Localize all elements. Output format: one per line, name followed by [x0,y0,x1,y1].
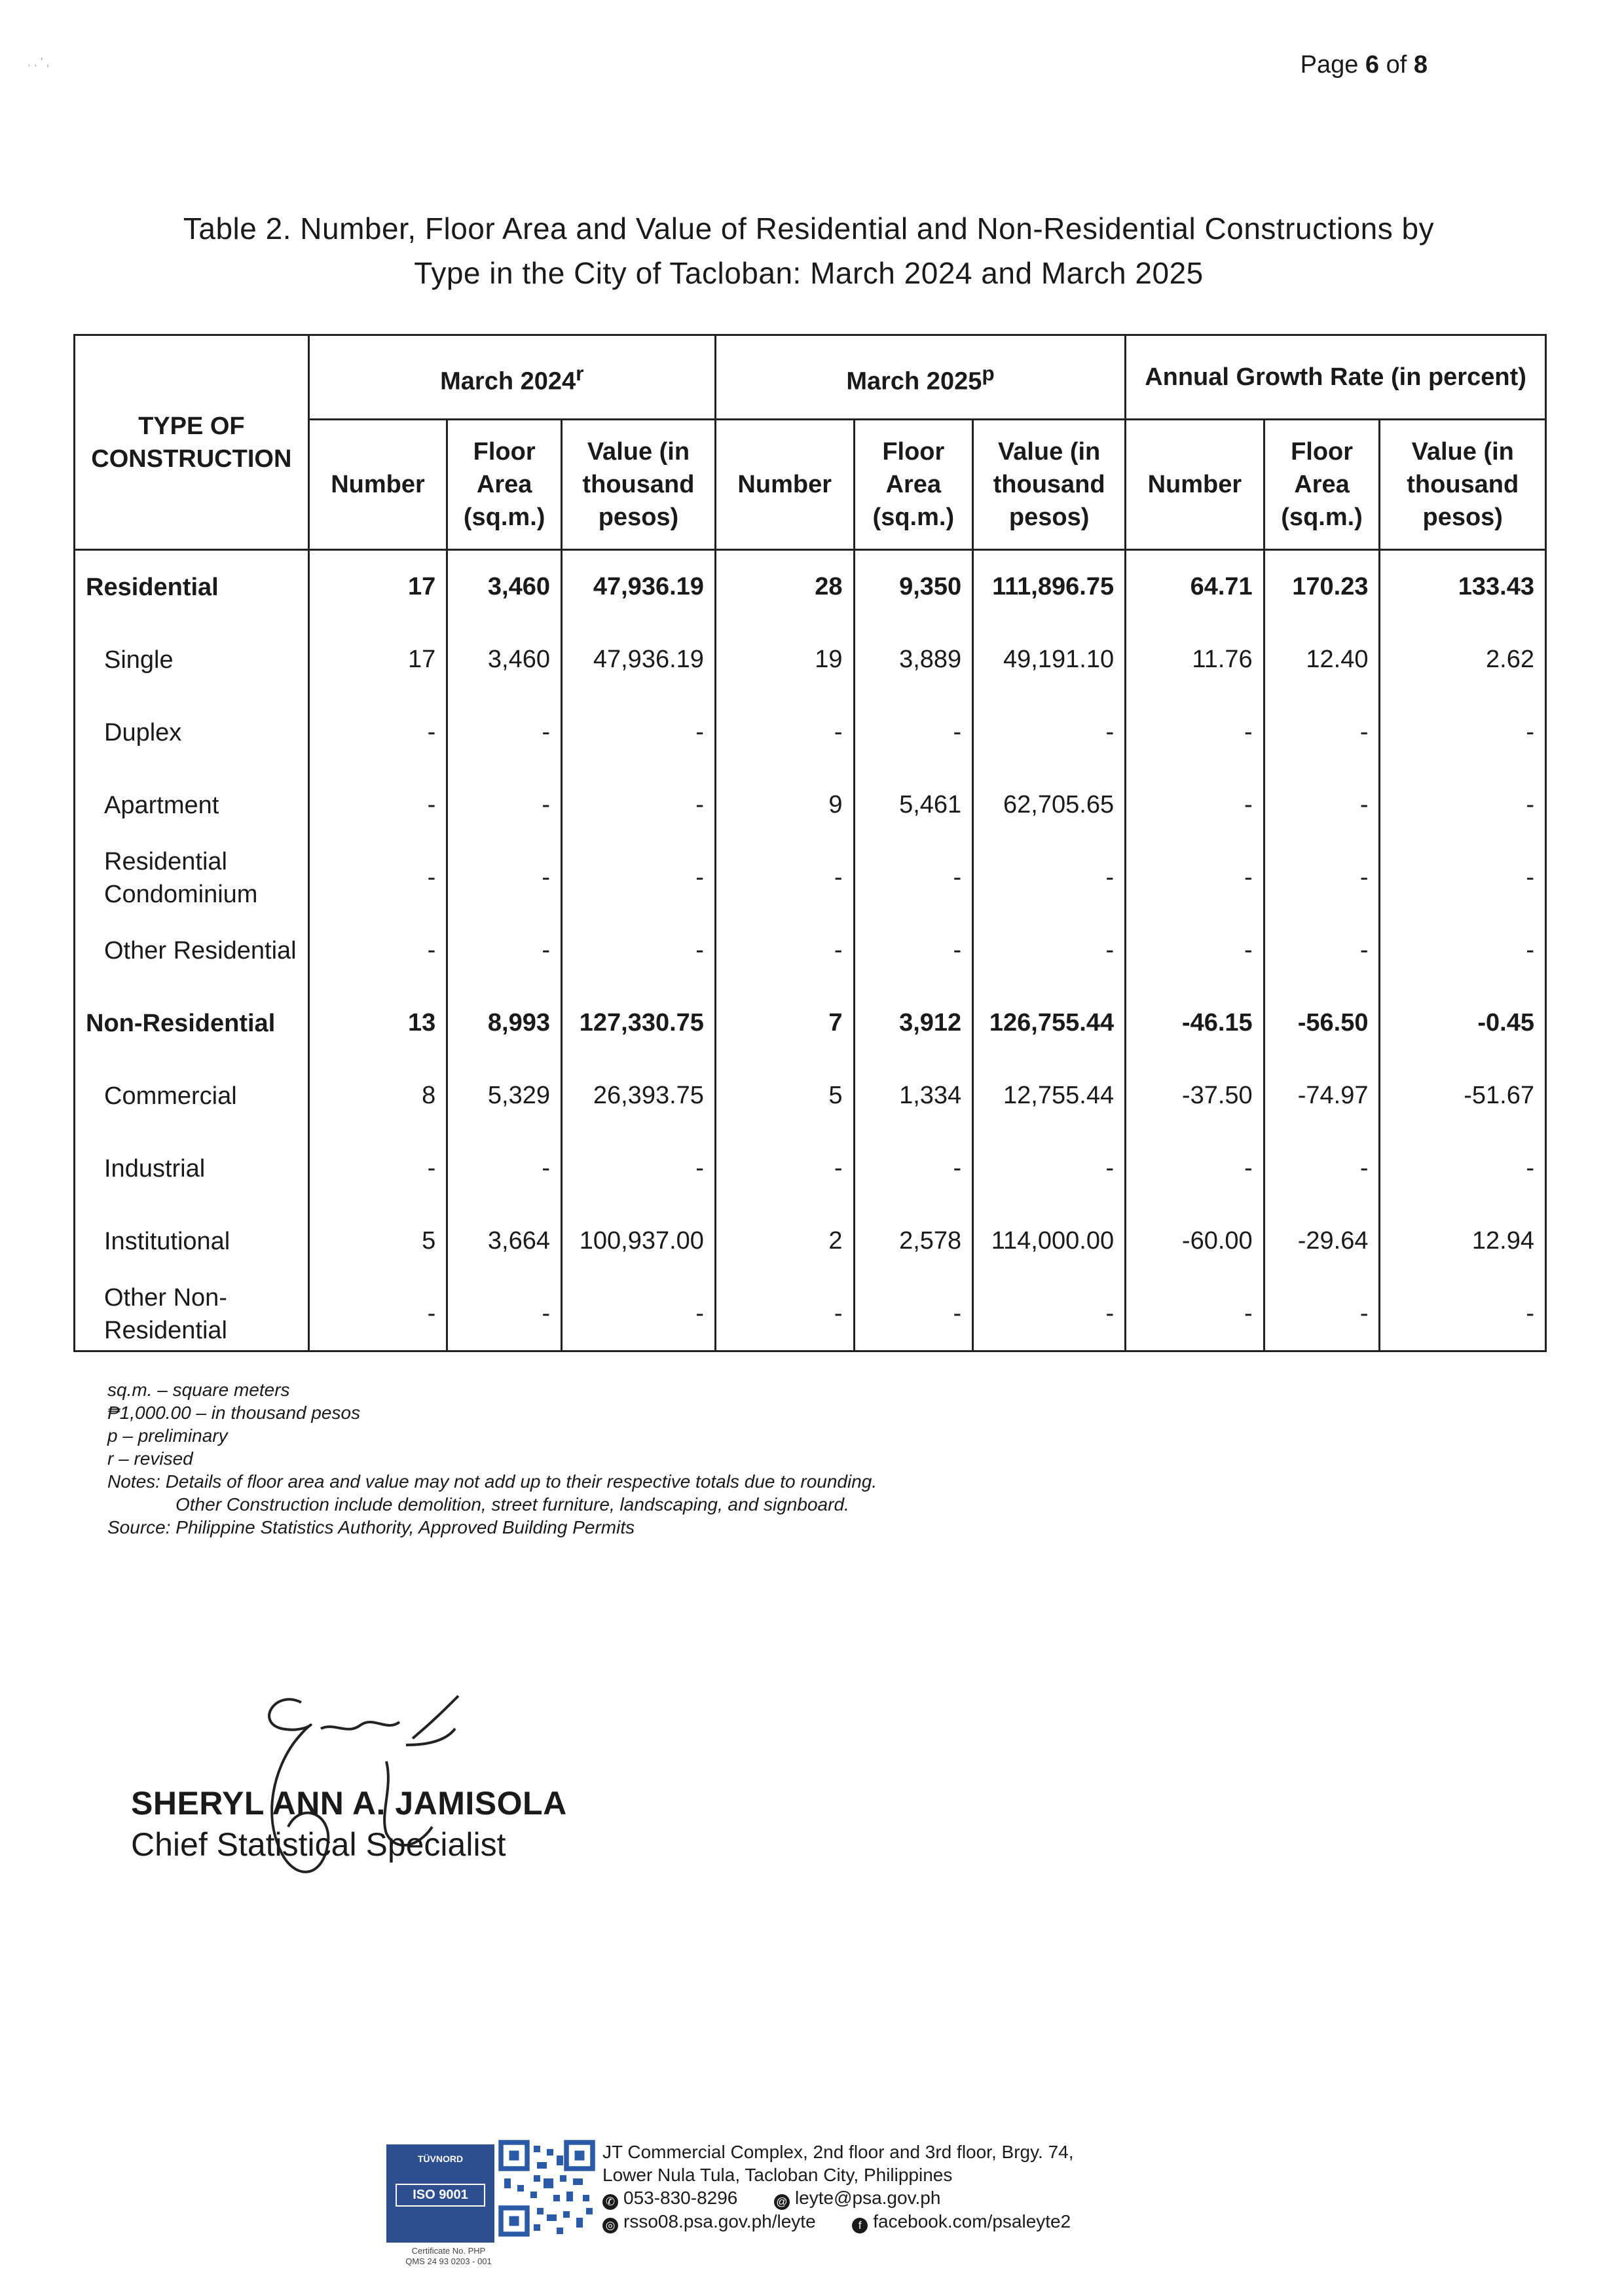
table-row [75,1277,1546,1351]
table-cell: - [562,914,716,987]
note-revised: r – revised [107,1448,193,1469]
table-cell: - [447,696,562,769]
footer [386,2131,1238,2275]
website-link[interactable]: rsso08.psa.gov.ph/leyte [623,2211,816,2231]
signatory-position: Chief Statistical Specialist [131,1826,506,1863]
table-cell: - [562,1132,716,1205]
table-cell: - [447,769,562,841]
cert-line2: QMS 24 93 0203 - 001 [405,2256,492,2266]
row-label: Commercial [75,1059,309,1132]
table-cell: - [1264,914,1380,987]
table-cell: 170.23 [1264,550,1380,624]
table-row [75,914,1546,987]
row-label: Single [75,623,309,696]
table-cell: - [1380,769,1546,841]
table-cell: - [447,1277,562,1351]
row-label: Other Residential [75,914,309,987]
table-cell: - [1126,1132,1264,1205]
table-cell: - [854,841,973,914]
table-cell: - [973,1277,1126,1351]
table-cell: 3,912 [854,987,973,1059]
table-cell: - [854,1277,973,1351]
table-cell: 9,350 [854,550,973,624]
table-cell: 62,705.65 [973,769,1126,841]
table-cell: - [973,841,1126,914]
table-cell: 5 [308,1205,447,1277]
row-label: Apartment [75,769,309,841]
table-cell: 133.43 [1380,550,1546,624]
type-header: TYPE OF CONSTRUCTION [75,335,309,550]
subheader-floor-area: Floor Area (sq.m.) [447,420,562,550]
table-row [75,987,1546,1059]
table-cell: -46.15 [1126,987,1264,1059]
table-row [75,1059,1546,1132]
table-cell: - [562,769,716,841]
table-cell: - [715,1277,854,1351]
table-cell: 64.71 [1126,550,1264,624]
table-cell: - [1264,696,1380,769]
table-cell: - [562,841,716,914]
table-cell: 2,578 [854,1205,973,1277]
page-total: 8 [1413,51,1428,79]
row-label: Non-Residential [75,987,309,1059]
table-cell: - [308,696,447,769]
table-cell: - [1264,1132,1380,1205]
table-cell: - [1380,696,1546,769]
table-row [75,769,1546,841]
table-cell: - [1126,769,1264,841]
table-cell: 13 [308,987,447,1059]
table-cell: - [308,1277,447,1351]
contact-info [602,2140,1074,2233]
table-cell: -74.97 [1264,1059,1380,1132]
table-cell: 127,330.75 [562,987,716,1059]
table-cell: - [1126,841,1264,914]
subheader-number: Number [715,420,854,550]
table-cell: 47,936.19 [562,623,716,696]
facebook-icon: f [852,2218,868,2233]
subheader-value: Value (in thousand pesos) [973,420,1126,550]
table-cell: - [715,1132,854,1205]
scan-marks: . . ' , [28,56,50,69]
group-header-growth-rate: Annual Growth Rate (in percent) [1126,335,1546,420]
page-of: of [1379,51,1414,79]
table-cell: 12.94 [1380,1205,1546,1277]
table-cell: - [447,914,562,987]
subheader-floor-area: Floor Area (sq.m.) [1264,420,1380,550]
qr-code-icon[interactable] [498,2139,596,2237]
page-prefix: Page [1300,51,1365,79]
table-cell: 114,000.00 [973,1205,1126,1277]
table-cell: -37.50 [1126,1059,1264,1132]
table-cell: - [1264,769,1380,841]
table-cell: - [973,696,1126,769]
phone-number[interactable]: 053-830-8296 [623,2188,738,2208]
table-cell: 8 [308,1059,447,1132]
table-cell: 26,393.75 [562,1059,716,1132]
tuv-nord-logo: TÜVNORD [417,2154,464,2164]
iso-label: ISO 9001 [396,2184,485,2207]
table-cell: - [715,841,854,914]
table-cell: 3,460 [447,623,562,696]
table-cell: -51.67 [1380,1059,1546,1132]
table-cell: - [308,841,447,914]
table-cell: - [1380,1277,1546,1351]
table-notes [107,1378,877,1539]
signature-block [131,1696,589,1905]
table-cell: - [447,1132,562,1205]
table-row [75,623,1546,696]
table-row [75,1205,1546,1277]
note-other-construction: Other Construction include demolition, street furniture, landscaping, and signboard. [175,1494,849,1515]
table-cell: 5 [715,1059,854,1132]
table-cell: 17 [308,623,447,696]
table-row [75,696,1546,769]
table-cell: - [447,841,562,914]
email-icon: @ [774,2194,790,2210]
table-cell: - [1126,1277,1264,1351]
table-cell: -56.50 [1264,987,1380,1059]
table-title-line1: Table 2. Number, Floor Area and Value of Residential and Non-Residential Constructions by [183,211,1435,246]
table-cell: 2.62 [1380,623,1546,696]
note-rounding: Notes: Details of floor area and value may not add up to their respective totals due to rounding. [107,1471,877,1492]
table-title-line2: Type in the City of Tacloban: March 2024 and March 2025 [414,256,1204,290]
table-cell: 100,937.00 [562,1205,716,1277]
table-cell: - [1380,841,1546,914]
table-cell: 7 [715,987,854,1059]
table-cell: - [1126,914,1264,987]
group-header-march-2025: March 2025$^p$ [715,335,1125,420]
table-cell: - [308,769,447,841]
table-cell: - [308,1132,447,1205]
table-cell: -60.00 [1126,1205,1264,1277]
row-label: Other Non-Residential [75,1277,309,1351]
table-cell: 3,460 [447,550,562,624]
table-cell: 111,896.75 [973,550,1126,624]
row-label: Industrial [75,1132,309,1205]
table-cell: - [1380,1132,1546,1205]
table-cell: - [1264,841,1380,914]
table-cell: - [854,696,973,769]
group-header-march-2024: March 2024$^r$ [308,335,715,420]
table-cell: 8,993 [447,987,562,1059]
table-cell: - [1380,914,1546,987]
table-row [75,1132,1546,1205]
table-cell: - [973,1132,1126,1205]
table-cell: 19 [715,623,854,696]
construction-table [73,334,1547,1352]
note-source: Source: Philippine Statistics Authority, Approved Building Permits [107,1517,635,1537]
note-preliminary: p – preliminary [107,1425,228,1446]
subheader-number: Number [1126,420,1264,550]
table-cell: - [715,696,854,769]
table-cell: - [1126,696,1264,769]
table-cell: - [562,696,716,769]
phone-icon: ✆ [602,2194,618,2210]
table-cell: - [854,914,973,987]
table-cell: 5,461 [854,769,973,841]
globe-icon: ◎ [602,2218,618,2233]
note-peso: ₱1,000.00 – in thousand pesos [107,1403,361,1423]
subheader-floor-area: Floor Area (sq.m.) [854,420,973,550]
subheader-value: Value (in thousand pesos) [562,420,716,550]
row-label: Residential Condominium [75,841,309,914]
row-label: Duplex [75,696,309,769]
page-current: 6 [1365,51,1380,79]
table-cell: - [973,914,1126,987]
table-cell: 3,889 [854,623,973,696]
table-cell: 126,755.44 [973,987,1126,1059]
table-row [75,841,1546,914]
address-line2: Lower Nula Tula, Tacloban City, Philippines [602,2165,953,2185]
table-cell: - [715,914,854,987]
table-cell: -29.64 [1264,1205,1380,1277]
table-row [75,550,1546,624]
table-cell: 12,755.44 [973,1059,1126,1132]
cert-line1: Certificate No. PHP [411,2246,486,2256]
table-cell: 1,334 [854,1059,973,1132]
row-label: Institutional [75,1205,309,1277]
table-cell: - [562,1277,716,1351]
table-cell: 2 [715,1205,854,1277]
table-cell: 5,329 [447,1059,562,1132]
table-cell: 49,191.10 [973,623,1126,696]
iso-certification-badge [386,2144,494,2243]
table-cell: 47,936.19 [562,550,716,624]
table-cell: - [1264,1277,1380,1351]
address-line1: JT Commercial Complex, 2nd floor and 3rd floor, Brgy. 74, [602,2142,1074,2162]
note-sqm: sq.m. – square meters [107,1380,290,1400]
table-cell: 11.76 [1126,623,1264,696]
page-number [1301,51,1428,79]
table-title [111,206,1506,295]
table-cell: - [308,914,447,987]
table-cell: -0.45 [1380,987,1546,1059]
table-cell: 12.40 [1264,623,1380,696]
facebook-link[interactable]: facebook.com/psaleyte2 [873,2211,1071,2231]
table-cell: - [854,1132,973,1205]
table-cell: 9 [715,769,854,841]
certificate-number [386,2246,511,2267]
table-cell: 3,664 [447,1205,562,1277]
signatory-name: SHERYL ANN A. JAMISOLA [131,1785,567,1822]
email-link[interactable]: leyte@psa.gov.ph [794,2188,941,2208]
table-cell: 28 [715,550,854,624]
table-cell: 17 [308,550,447,624]
subheader-value: Value (in thousand pesos) [1380,420,1546,550]
subheader-number: Number [308,420,447,550]
row-label: Residential [75,550,309,624]
